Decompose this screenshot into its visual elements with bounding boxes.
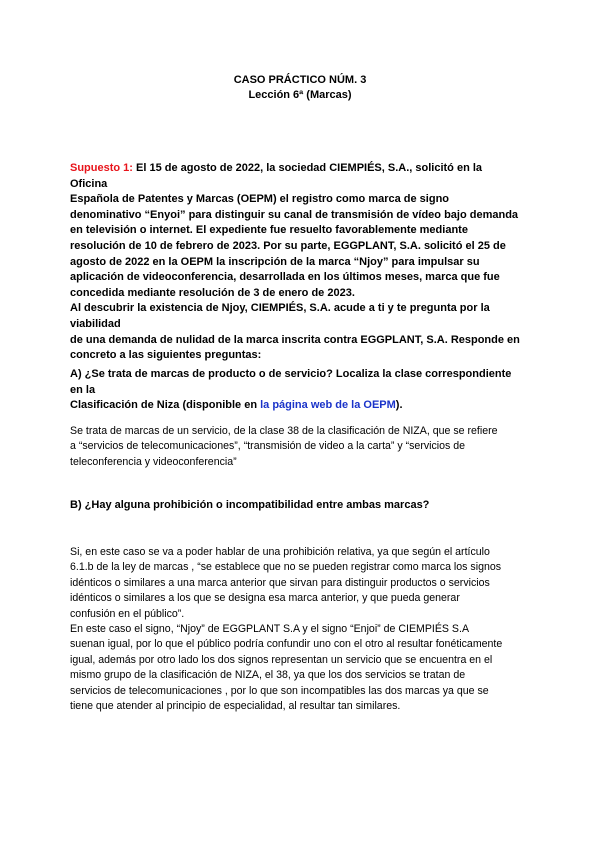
- supuesto-line-3: Española de Patentes y Marcas (OEPM) el registro como marca de signo: [70, 193, 450, 206]
- supuesto-line-4: denominativo “Enyoi” para distinguir su canal de transmisión de vídeo bajo demanda: [70, 208, 519, 221]
- question-a-line-3: Clasificación de Niza (disponible en la página web de la OEPM).: [70, 399, 403, 412]
- question-b-text: B) ¿Hay alguna prohibición o incompatibilidad entre ambas marcas?: [70, 499, 430, 511]
- question-a-line-1: A) ¿Se trata de marcas de producto o de servicio? Localiza la clase correspondiente: [70, 368, 512, 380]
- supuesto-line-8: aplicación de videoconferencia, desarrollada en los últimos meses, marca que fue: [70, 271, 500, 284]
- question-b: [70, 498, 532, 514]
- answer-b-line-3: idénticos o similares a una marca anterior que sirvan para distinguir productos o servicios: [70, 576, 490, 589]
- answer-b-line-7: suenan igual, por lo que el público podría confundir uno con el otro al resultar fonéticamente: [70, 638, 503, 651]
- answer-a-line-2: a “servicios de telecomunicaciones”, “transmisión de video a la carta” y “servicios de: [70, 440, 466, 453]
- supuesto-line-5: en televisión o internet. El expediente fue resuelto favorablemente mediante: [70, 224, 468, 237]
- supuesto-line-9: concedida mediante resolución de 3 de enero de 2023.: [70, 286, 355, 299]
- supuesto-line-6: resolución de 10 de febrero de 2023. Por su parte, EGGPLANT, S.A. solicitó el 25 de: [70, 239, 506, 252]
- document-title: CASO PRÁCTICO NÚM. 3: [233, 74, 367, 86]
- document-header: [0, 73, 600, 103]
- question-a: [70, 367, 532, 414]
- answer-a-line-3: teleconferencia y videoconferencia”: [70, 455, 237, 468]
- answer-b-line-9: mismo grupo de la clasificación de NIZA, el 38, ya que los dos servicios se tratan de: [70, 669, 466, 682]
- supuesto-paragraph: [70, 161, 532, 364]
- document-subtitle: Lección 6ª (Marcas): [248, 89, 352, 101]
- answer-b-line-4: idénticos o similares a los que se designa esa marca anterior, y que pueda generar: [70, 592, 460, 605]
- answer-b: [70, 545, 532, 714]
- answer-a-line-1: Se trata de marcas de un servicio, de la clase 38 de la clasificación de NIZA, que se refiere: [70, 425, 498, 437]
- answer-b-line-6: En este caso el signo, “Njoy” de EGGPLANT S.A y el signo “Enjoi” de CIEMPIÉS S.A: [70, 623, 470, 636]
- answer-b-line-1: Si, en este caso se va a poder hablar de una prohibición relativa, ya que según el artículo: [70, 546, 490, 558]
- question-a-line-2: en la: [70, 383, 96, 396]
- supuesto-line-1: Supuesto 1: El 15 de agosto de 2022, la sociedad CIEMPIÉS, S.A., solicitó en la: [70, 162, 483, 174]
- answer-b-line-2: 6.1.b de la ley de marcas , “se establece que no se pueden registrar como marca los signos: [70, 561, 502, 574]
- answer-b-line-10: servicios de telecomunicaciones , por lo que son incompatibles las dos marcas ya que se: [70, 684, 489, 697]
- answer-b-line-8: igual, además por otro lado los dos signos representan un servicio que se encuentra en el: [70, 653, 493, 666]
- supuesto-line-12: de una demanda de nulidad de la marca inscrita contra EGGPLANT, S.A. Responde en: [70, 333, 520, 346]
- supuesto-line-13: concreto a las siguientes preguntas:: [70, 349, 262, 362]
- oepm-link[interactable]: la página web de la OEPM: [260, 399, 396, 412]
- answer-a: [70, 424, 532, 470]
- supuesto-line-10: Al descubrir la existencia de Njoy, CIEMPIÉS, S.A. acude a ti y te pregunta por la: [70, 302, 490, 315]
- supuesto-label: Supuesto 1:: [70, 162, 133, 174]
- supuesto-line-7: agosto de 2022 en la OEPM la inscripción de la marca “Njoy” para impulsar su: [70, 255, 480, 268]
- answer-b-line-11: tiene que atender al principio de especialidad, al resultar tan similares.: [70, 700, 401, 713]
- supuesto-line-2: Oficina: [70, 177, 108, 190]
- answer-b-line-5: confusión en el público”.: [70, 607, 185, 620]
- supuesto-line-11: viabilidad: [70, 317, 121, 330]
